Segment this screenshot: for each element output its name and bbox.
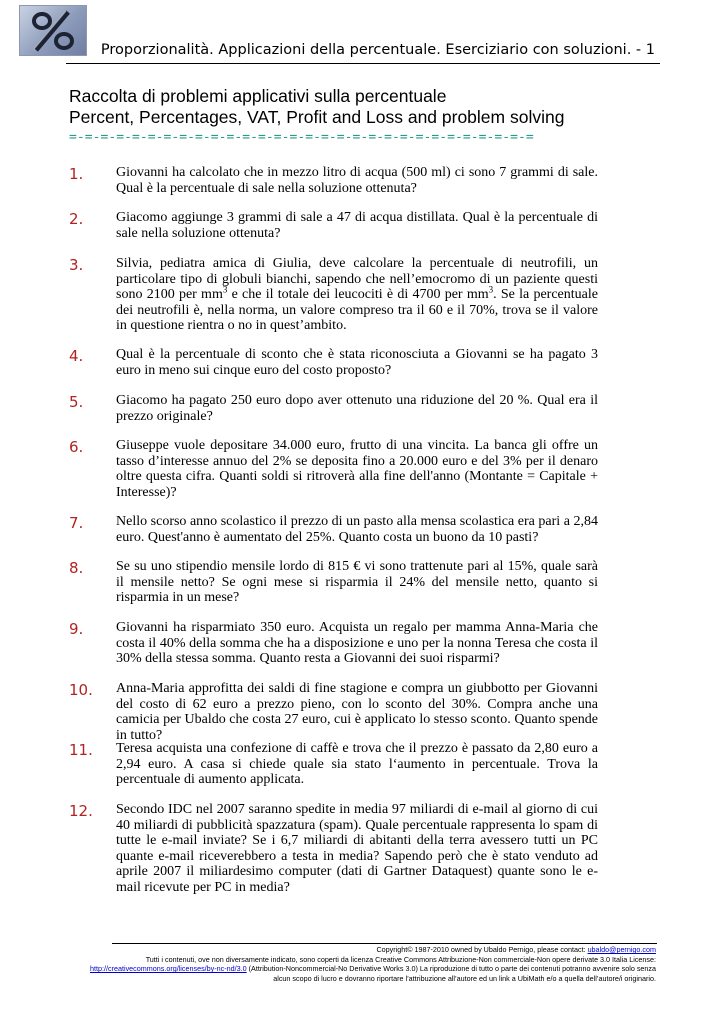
problem-number: 7. — [69, 514, 84, 532]
footer-license — [70, 945, 656, 983]
problem-text: Giovanni ha risparmiato 350 euro. Acquista un regalo per mamma Anna-Maria che costa il 40% della somma che ha a disposizione e uno per la nonna Teresa che costa il 30% della stessa somma. Quanto resta a Giovanni dei suoi risparmi? — [116, 620, 598, 667]
problem-number: 2. — [69, 210, 84, 228]
problem-text-part: Silvia, pediatra amica di Giulia, deve calcolare la percentuale di neutrofili, un particolare tipo di globuli bianchi, sapendo che nell’emocromo di un paziente questi sono 2100 per mm — [116, 256, 598, 303]
document-title — [69, 86, 669, 128]
footer-divider — [112, 943, 657, 944]
problem-number: 9. — [69, 620, 84, 638]
problem-number: 4. — [69, 347, 84, 365]
problem-number: 5. — [69, 393, 84, 411]
title-line-english: Percent, Percentages, VAT, Profit and Loss and problem solving — [69, 107, 565, 127]
problem-number: 10. — [69, 681, 93, 699]
problem-text: Nello scorso anno scolastico il prezzo di un pasto alla mensa scolastica era pari a 2,84 euro. Quest'anno è aumentato del 25%. Quanto costa un buono da 10 pasti? — [116, 514, 598, 545]
problem-number: 1. — [69, 165, 84, 183]
problem-number: 6. — [69, 438, 84, 456]
problem-text: Qual è la percentuale di sconto che è stata riconosciuta a Giovanni se ha pagato 3 euro in meno sui cinque euro del costo proposto? — [116, 347, 598, 378]
problem-text-part: e che il totale dei leucociti è di 4700 per mm — [227, 287, 489, 303]
license-url-text: (Attribution-Noncommercial-No Derivative Works 3.0) La riproduzione di tutto o parte dei contenuti potranno avvenire solo senza — [246, 964, 656, 973]
problem-number: 8. — [69, 559, 84, 577]
footer-attribution-line: alcun scopo di lucro e dovranno riportare l’attribuzione all’autore ed un link a UbiMath e/o a quella dell’autore/i originario. — [273, 973, 656, 983]
page-header-title: Proporzionalità. Applicazioni della percentuale. Eserciziario con soluzioni. - 1 — [100, 42, 655, 58]
footer-license-url-line — [70, 964, 656, 974]
contact-email-link[interactable]: ubaldo@pernigo.com — [587, 945, 656, 954]
problem-text — [116, 256, 598, 334]
superscript-exponent: 3 — [488, 284, 494, 295]
footer-license-line: Tutti i contenuti, ove non diversamente indicato, sono coperti da licenza Creative Commons Attribuzione-Non commerciale-Non opere derivate 3.0 Italia License: — [145, 954, 656, 964]
problem-number: 11. — [69, 741, 93, 759]
problem-text: Secondo IDC nel 2007 saranno spedite in media 97 miliardi di e-mail al giorno di cui 40 miliardi di pubblicità spazzatura (spam). Quale percentuale rappresenta lo spam di tutte le e-mail inviate? Se i 6,7 miliardi di abitanti della terra avessero tutti un PC quante e-mail riceverebbero a testa in media? Sapendo però che è stato venduto ad aprile 2007 il miliardesimo computer (dati di Gartner Dataquest) quante sono le e-mail ricevute per PC in media? — [116, 802, 598, 895]
header-divider — [66, 63, 660, 64]
problem-text: Se su uno stipendio mensile lordo di 815 € vi sono trattenute pari al 15%, quale sarà il mensile netto? Se ogni mese si risparmia il 24% del mensile netto, quanto si risparmia in un mese? — [116, 559, 598, 606]
decorative-divider: =-=-=-=-=-=-=-=-=-=-=-=-=-=-=-=-=-=-=-=-=-=-=-=-=-=-=-=-=-= — [69, 130, 534, 145]
problem-text: Teresa acquista una confezione di caffè e trova che il prezzo è passato da 2,80 euro a 2,94 euro. A casa si chiede quale sia stato l‘aumento in percentuale. Trova la percentuale di aumento applicata. — [116, 741, 598, 788]
title-line-italian: Raccolta di problemi applicativi sulla percentuale — [69, 86, 447, 106]
problem-text: Giovanni ha calcolato che in mezzo litro di acqua (500 ml) ci sono 7 grammi di sale. Qual è la percentuale di sale nella soluzione ottenuta? — [116, 165, 598, 196]
superscript-exponent: 3 — [222, 284, 228, 295]
percent-logo — [19, 5, 87, 56]
copyright-text: Copyright© 1987-2010 owned by Ubaldo Pernigo, please contact: — [376, 945, 588, 954]
problem-text: Anna-Maria approfitta dei saldi di fine stagione e compra un giubbotto per Giovanni del costo di 62 euro a prezzo pieno, con lo sconto del 30%. Compra anche una camicia per Ubaldo che costa 27 euro, cui è applicato lo stesso sconto. Quanto spende in tutto? — [116, 681, 598, 743]
problem-text: Giuseppe vuole depositare 34.000 euro, frutto di una vincita. La banca gli offre un tasso d’interesse annuo del 2% se deposita fino a 20.000 euro e del 3% per il denaro oltre questa cifra. Quanti soldi si ritroverà alla fine dell'anno (Montante = Capitale + Interesse)? — [116, 438, 598, 500]
problem-number: 12. — [69, 802, 93, 820]
footer-copyright-line — [70, 945, 656, 955]
percent-icon — [20, 6, 86, 55]
license-url-link[interactable]: http://creativecommons.org/licenses/by-nc-nd/3.0 — [90, 964, 247, 973]
problem-text: Giacomo ha pagato 250 euro dopo aver ottenuto una riduzione del 20 %. Qual era il prezzo originale? — [116, 393, 598, 424]
problem-text-part: . Se la percentuale dei neutrofili è, nella norma, un valore compreso tra il 60 e il 70%, trova se il valore in questione rientra o no in quest’ambito. — [116, 287, 598, 334]
problem-text: Giacomo aggiunge 3 grammi di sale a 47 di acqua distillata. Qual è la percentuale di sale nella soluzione ottenuta? — [116, 210, 598, 241]
problem-number: 3. — [69, 256, 84, 274]
